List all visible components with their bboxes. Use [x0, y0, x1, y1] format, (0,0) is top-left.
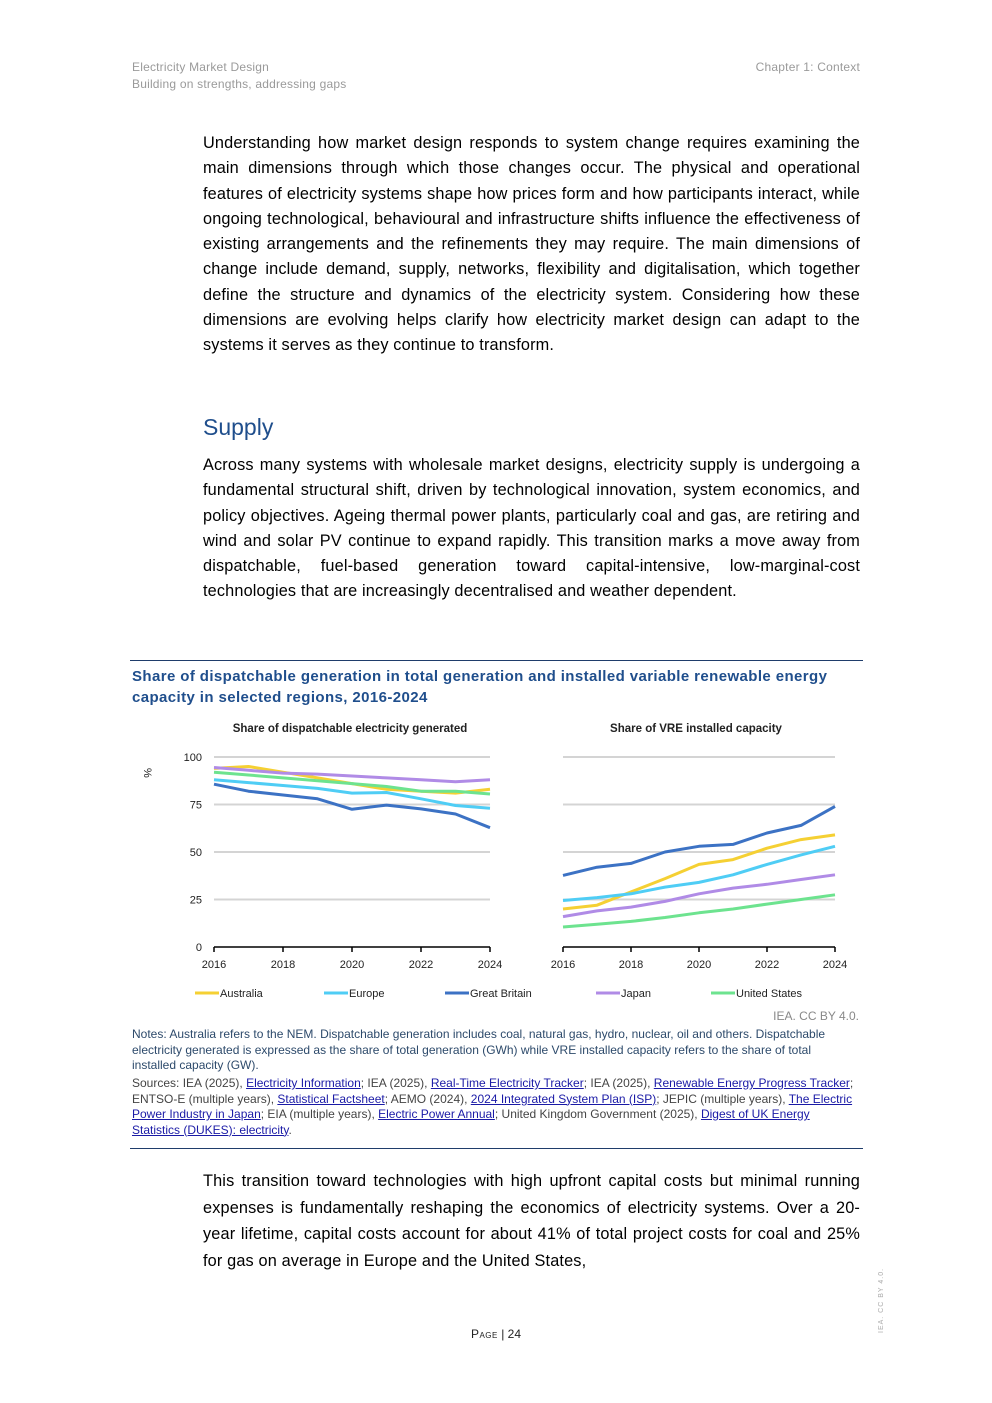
source-text: ; ENTSO-E (multiple years), — [132, 1076, 854, 1106]
figure-notes: Notes: Australia refers to the NEM. Dispatchable generation includes coal, natural gas, hydro, nuclear, oil and others. Dispatchable electricity generated is expressed as the share of total generation (GWh) while VRE installed capacity refers to the share of total installed capacity (GW). — [132, 1027, 826, 1072]
after-paragraph: This transition toward technologies with high upfront capital costs but minimal running expenses is fundamentally reshaping the economics of electricity systems. Over a 20-year lifetime, capital costs account for about 41% of total project costs for coal and 25% for gas on average in Europe and the United States, — [203, 1172, 860, 1270]
source-link[interactable]: Digest of UK Energy Statistics (DUKES): electricity — [132, 1107, 810, 1137]
y-tick-label: 50 — [189, 847, 202, 859]
doc-subtitle: Building on strengths, addressing gaps — [132, 77, 347, 91]
figure-title: Share of dispatchable generation in total generation and installed variable renewable energy capacity in selected regions, 2016-2024 — [132, 668, 828, 706]
source-text: ; United Kingdom Government (2025), — [494, 1107, 701, 1121]
section-heading: Supply — [203, 414, 274, 440]
source-text: ; EIA (multiple years), — [260, 1107, 379, 1121]
supply-paragraph: Across many systems with wholesale market designs, electricity supply is undergoing a fundamental structural shift, driven by technological innovation, system economics, and policy objectives. Ageing thermal power plants, particularly coal and gas, are retiring and wind and solar PV continue to expand rapidly. This transition marks a move away from dispatchable, fuel-based generation toward capital-intensive, low-marginal-cost technologies that are increasingly decentralised and weather dependent. — [203, 456, 860, 601]
side-credit: IEA. CC BY 4.0. — [878, 1267, 885, 1333]
intro-paragraph: Understanding how market design responds to system change requires examining the main dimensions through which those changes occur. The physical and operational features of electricity systems shape how prices form and how participants interact, while ongoing technological, behavioural and infrastructure shifts influence the effectiveness of existing arrangements and the refinements they may require. The main dimensions of change include demand, supply, networks, flexibility and digitalisation, which together define the structure and dynamics of the electricity system. Considering how these dimensions are evolving helps clarify how electricity market design can adapt to the systems it serves as they continue to transform. — [203, 134, 860, 355]
page-footer: Page | 24 — [470, 1327, 522, 1341]
chart-title: Share of dispatchable electricity generated — [232, 723, 468, 735]
source-text: ; JEPIC (multiple years), — [656, 1091, 789, 1106]
x-tick-label: 2022 — [754, 959, 780, 971]
source-link[interactable]: Real-Time Electricity Tracker — [430, 1076, 584, 1090]
y-axis-label: % — [141, 768, 153, 778]
figure-credit: IEA. CC BY 4.0. — [773, 1009, 859, 1023]
legend-label: Great Britain — [470, 988, 532, 1000]
y-tick-label: 0 — [195, 942, 202, 954]
y-tick-label: 75 — [189, 799, 202, 812]
legend-label: Europe — [349, 988, 385, 1000]
doc-title: Electricity Market Design — [132, 60, 270, 74]
x-tick-label: 2018 — [618, 959, 644, 971]
x-tick-label: 2024 — [822, 959, 848, 971]
x-tick-label: 2016 — [201, 959, 227, 971]
page-label: Page — [470, 1327, 498, 1341]
x-tick-label: 2020 — [686, 959, 712, 971]
source-link[interactable]: Statistical Factsheet — [277, 1091, 385, 1106]
x-tick-label: 2020 — [339, 959, 365, 971]
source-text: Sources: IEA (2025), — [132, 1076, 247, 1090]
x-tick-label: 2022 — [408, 959, 434, 971]
source-link[interactable]: The Electric Power Industry in Japan — [132, 1091, 853, 1121]
figure-bottom-rule — [130, 1148, 863, 1149]
source-text: ; AEMO (2024), — [384, 1091, 471, 1106]
page-number: 24 — [507, 1327, 522, 1341]
legend-label: United States — [736, 988, 803, 1000]
source-link[interactable]: Electricity Information — [246, 1076, 361, 1090]
source-text: ; IEA (2025), — [583, 1076, 654, 1090]
chapter-label: Chapter 1: Context — [755, 60, 860, 74]
x-tick-label: 2016 — [550, 959, 576, 971]
chart-title: Share of VRE installed capacity — [610, 723, 782, 735]
x-tick-label: 2018 — [270, 959, 296, 971]
source-link[interactable]: Electric Power Annual — [378, 1107, 495, 1121]
source-text: ; IEA (2025), — [360, 1076, 431, 1090]
figure-sources — [132, 1076, 857, 1138]
y-tick-label: 100 — [183, 752, 202, 764]
y-tick-label: 25 — [189, 894, 202, 907]
source-link[interactable]: Renewable Energy Progress Tracker — [653, 1076, 850, 1090]
source-link[interactable]: 2024 Integrated System Plan (ISP) — [470, 1091, 657, 1106]
x-tick-label: 2024 — [477, 959, 503, 971]
legend-label: Japan — [621, 988, 651, 1000]
source-text: . — [288, 1122, 292, 1137]
legend-label: Australia — [220, 988, 263, 1000]
